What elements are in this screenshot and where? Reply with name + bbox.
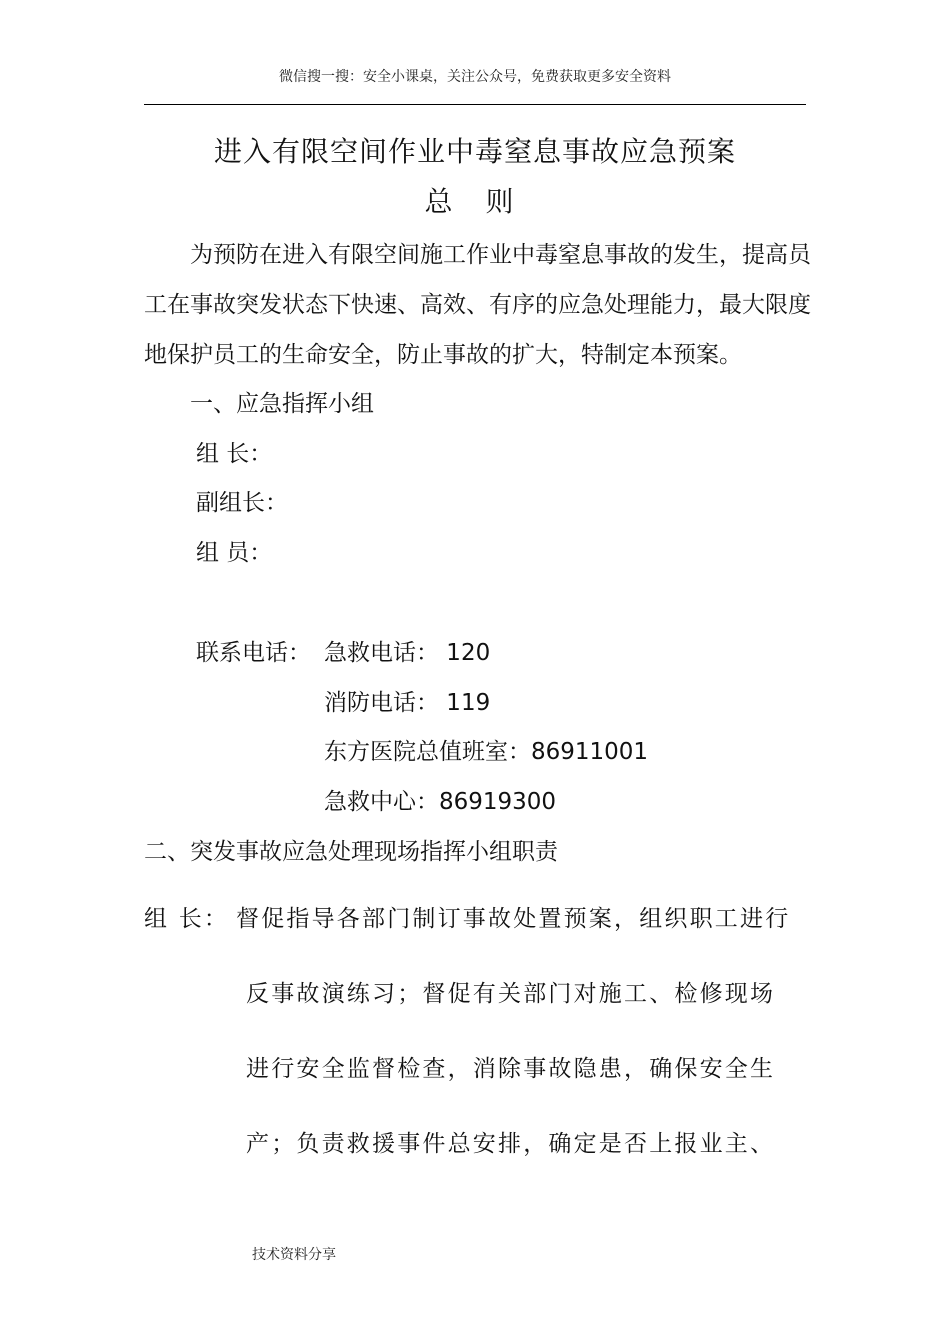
members-label: 组 员： [196,540,273,566]
duty-line-2: 反事故演练习；督促有关部门对施工、检修现场 [246,981,776,1007]
section2-heading: 二、突发事故应急处理现场指挥小组职责 [144,839,558,865]
intro-line-1: 为预防在进入有限空间施工作业中毒窒息事故的发生，提高员 [190,242,811,268]
duty-line-3: 进行安全监督检查，消除事故隐患，确保安全生 [246,1056,776,1082]
header-note: 微信搜一搜：安全小课桌，关注公众号，免费获取更多安全资料 [279,69,671,85]
section-general-title: 总 则 [424,185,526,218]
contact-item-rescue-center: 急救中心：86919300 [324,789,557,815]
section2-leader-label: 组 长： [144,906,230,932]
footer-note: 技术资料分享 [252,1247,336,1263]
contact-item-emergency: 急救电话： 120 [324,640,491,666]
header-divider [144,104,806,105]
document-title: 进入有限空间作业中毒窒息事故应急预案 [213,135,736,168]
section1-heading: 一、应急指挥小组 [190,391,374,417]
group-leader-label: 组 长： [196,441,273,467]
contact-item-hospital: 东方医院总值班室：86911001 [324,739,649,765]
duty-line-4: 产；负责救援事件总安排，确定是否上报业主、 [246,1131,776,1157]
contact-phone-label: 联系电话： [196,640,311,666]
contact-item-fire: 消防电话： 119 [324,690,491,716]
intro-line-2: 工在事故突发状态下快速、高效、有序的应急处理能力，最大限度 [144,292,811,318]
deputy-leader-label: 副组长： [196,490,288,516]
duty-line-1: 督促指导各部门制订事故处置预案，组织职工进行 [236,906,791,932]
intro-line-3: 地保护员工的生命安全，防止事故的扩大，特制定本预案。 [144,342,742,368]
